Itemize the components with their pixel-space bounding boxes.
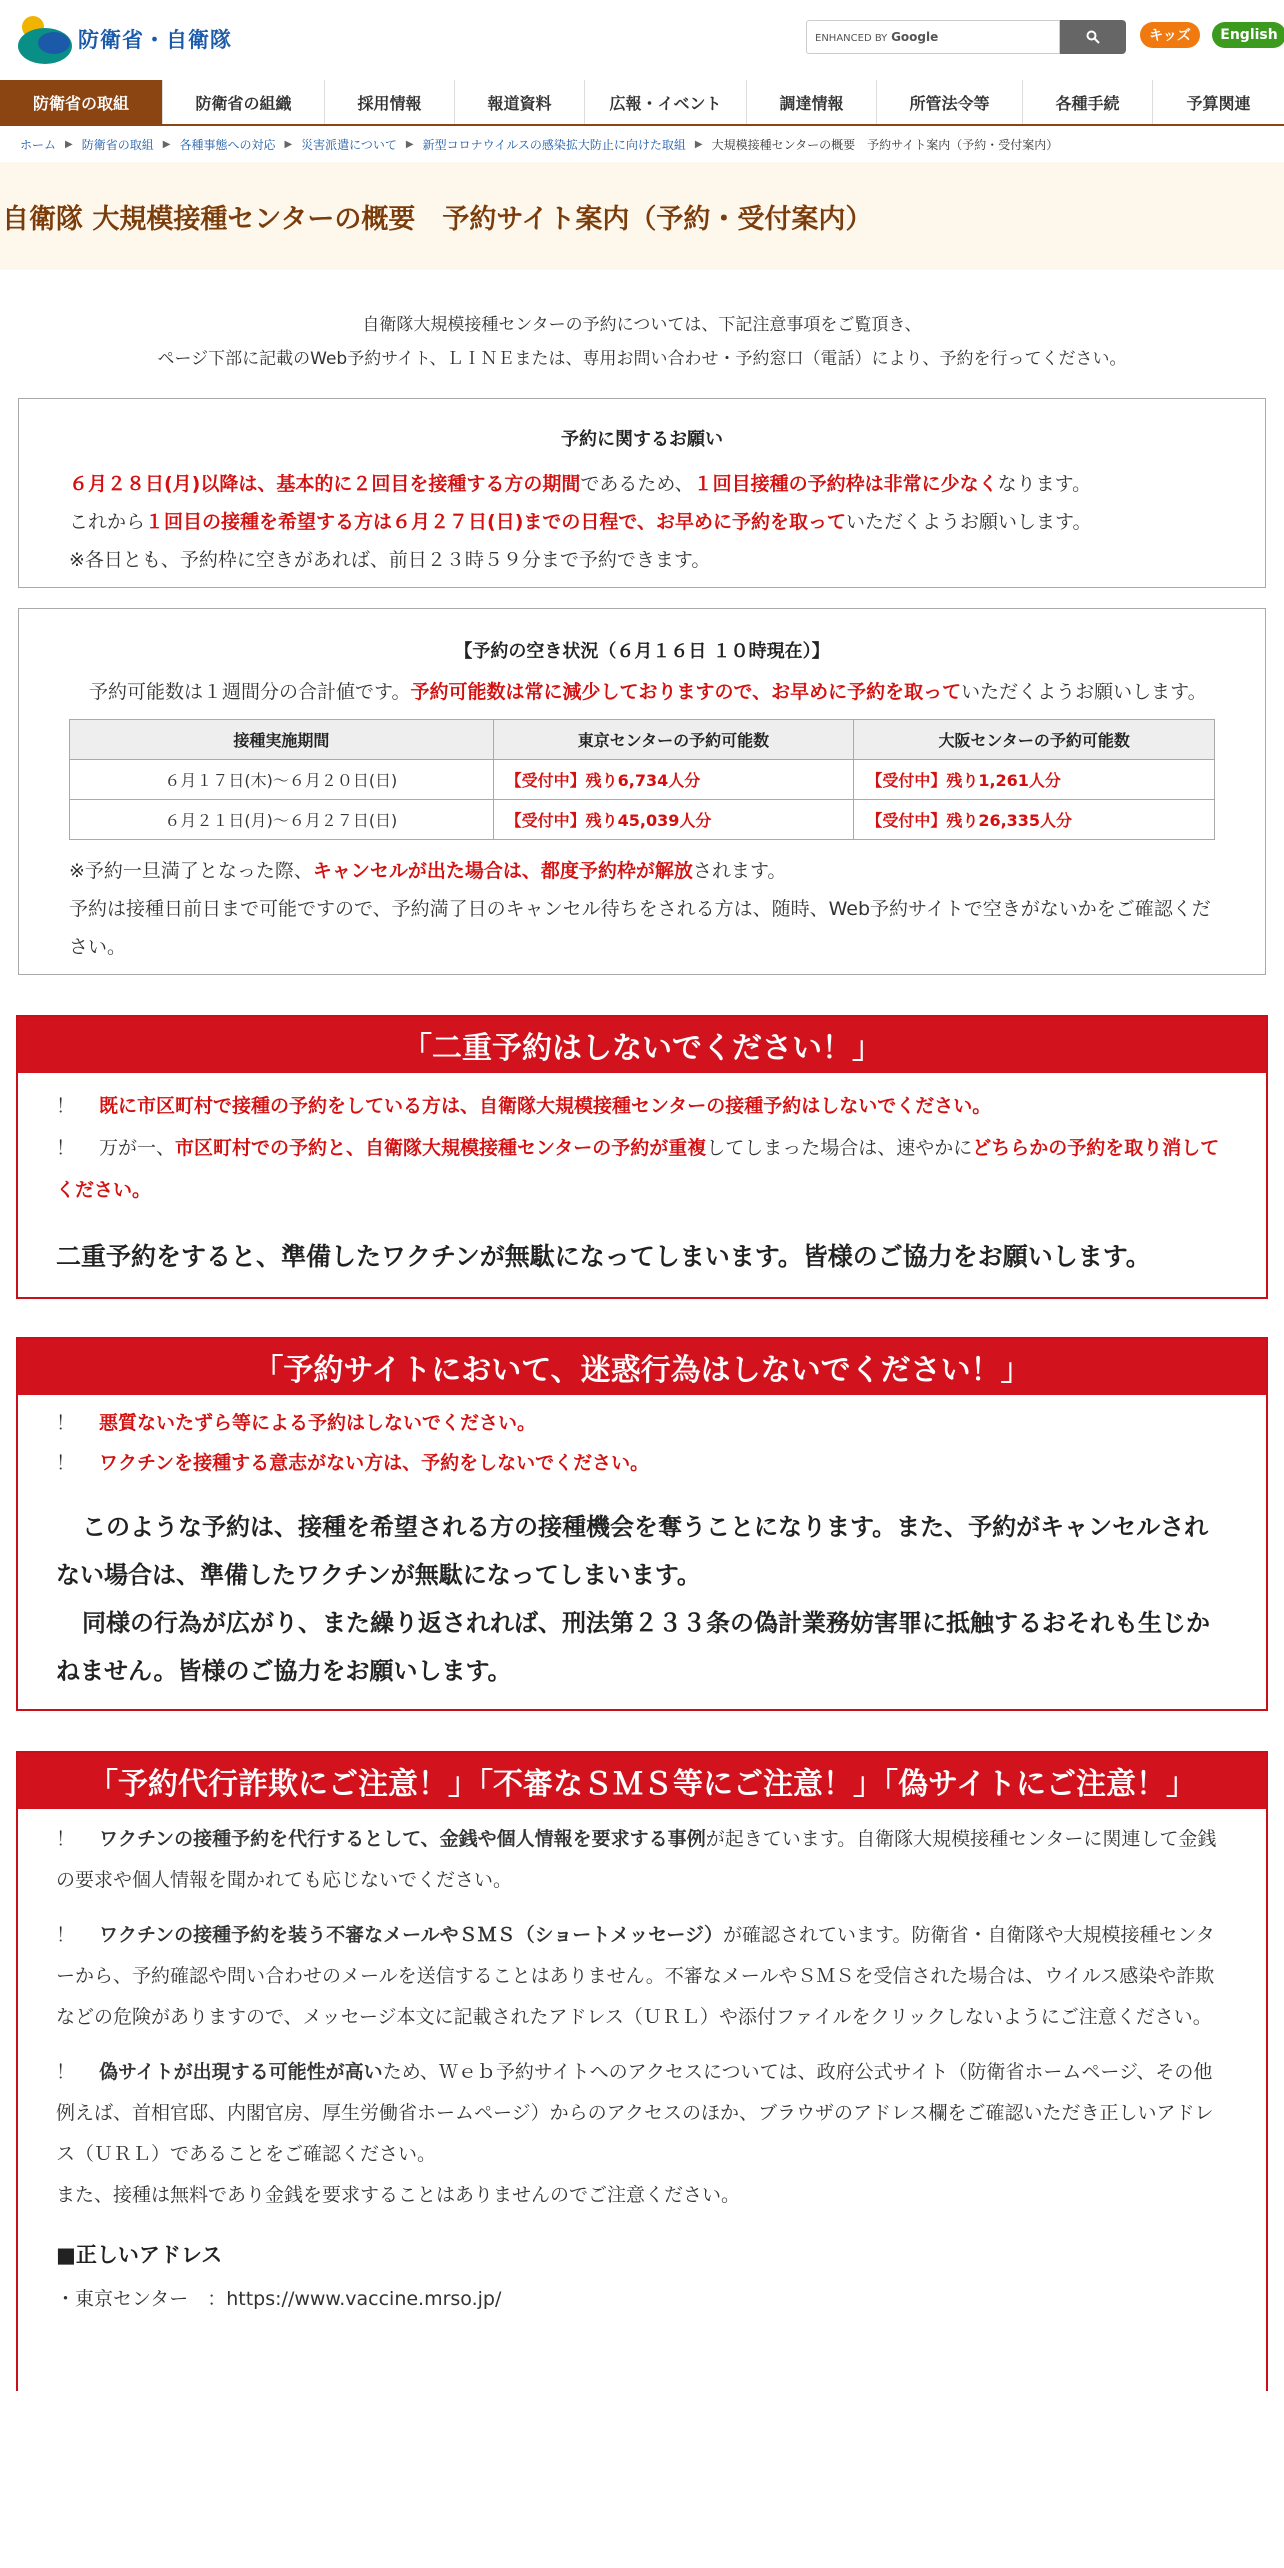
address-heading: ■正しいアドレス bbox=[56, 2243, 223, 2267]
fraud-item3-rest: ため、Ｗｅｂ予約サイトへのアクセスについては、政府公式サイト（防衛省ホームページ、その他例えば、首相官邸、内閣官房、厚生労働省ホームページ）からのアクセスのほか、ブラウザのアドレス欄をご確認いただき正しいアドレス（ＵＲＬ）であることをご確認ください。 bbox=[56, 2061, 1214, 2165]
availability-box bbox=[18, 608, 1266, 975]
ministry-logo-icon bbox=[18, 14, 74, 64]
request-p1-mid: であるため、 bbox=[580, 473, 694, 495]
page-title: 自衛隊 大規模接種センターの概要 予約サイト案内（予約・受付案内） bbox=[2, 203, 873, 235]
table-row bbox=[70, 800, 1215, 840]
request-p2-end: いただくようお願いします。 bbox=[846, 511, 1092, 533]
exclamation-icon: ！ bbox=[56, 1828, 76, 1850]
reservation-request-box bbox=[18, 398, 1266, 588]
nuisance-notice bbox=[16, 1337, 1268, 1711]
site-logo[interactable] bbox=[18, 14, 232, 64]
fraud-item-1 bbox=[56, 1819, 1230, 1901]
exclamation-icon: ！ bbox=[56, 1924, 76, 1946]
table-cell-period: ６月１７日(木)～６月２０日(日) bbox=[70, 760, 494, 800]
exclamation-icon: ！ bbox=[56, 1137, 76, 1159]
exclamation-icon: ！ bbox=[56, 1095, 76, 1117]
double-booking-item2-start: 万が一、 bbox=[99, 1137, 176, 1159]
exclamation-icon: ！ bbox=[56, 2061, 76, 2083]
request-p1-end: なります。 bbox=[997, 473, 1092, 495]
availability-p1-red: 予約可能数は常に減少しておりますので、お早めに予約を取って bbox=[410, 681, 962, 703]
main-nav bbox=[0, 80, 1284, 126]
availability-table bbox=[69, 719, 1215, 840]
intro-line-2: ページ下部に記載のWeb予約サイト、ＬＩＮＥまたは、専用お問い合わせ・予約窓口（電話）により、予約を行ってください。 bbox=[157, 349, 1127, 369]
double-booking-item2-red1: 市区町村での予約と、自衛隊大規模接種センターの予約が重複 bbox=[175, 1137, 707, 1159]
table-header: 大阪センターの予約可能数 bbox=[854, 720, 1215, 760]
fraud-item1-bold: ワクチンの接種予約を代行するとして、金銭や個人情報を要求する事例 bbox=[99, 1828, 706, 1850]
double-booking-item1-text: 既に市区町村で接種の予約をしている方は、自衛隊大規模接種センターの接種予約はしないでください。 bbox=[99, 1095, 992, 1117]
nav-item-procedures[interactable]: 各種手続 bbox=[1023, 80, 1153, 124]
request-paragraph-2 bbox=[69, 503, 1215, 541]
search-icon bbox=[1086, 30, 1100, 44]
table-cell-period: ６月２１日(月)～６月２７日(日) bbox=[70, 800, 494, 840]
chevron-right-icon: ▶ bbox=[284, 138, 293, 150]
table-cell-tokyo: 【受付中】残り45,039人分 bbox=[493, 800, 854, 840]
double-booking-title: 「二重予約はしないでください！」 bbox=[18, 1017, 1266, 1073]
availability-note1-red: キャンセルが出た場合は、都度予約枠が解放 bbox=[312, 860, 693, 882]
nuisance-item2-text: ワクチンを接種する意志がない方は、予約をしないでください。 bbox=[99, 1452, 650, 1474]
double-booking-item2-mid: してしまった場合は、速やかに bbox=[706, 1137, 973, 1159]
availability-note-1 bbox=[69, 852, 1215, 890]
fraud-item2-bold: ワクチンの接種予約を装う不審なメールやＳＭＳ（ショートメッセージ） bbox=[99, 1924, 723, 1946]
availability-intro bbox=[69, 673, 1215, 711]
fraud-item2-rest: が確認されています。防衛省・自衛隊や大規模接種センターから、予約確認や問い合わせのメールを送信することはありません。不審なメールやＳＭＳを受信された場合は、ウイルス感染や詐欺などの危険がありますので、メッセージ本文に記載されたアドレス（ＵＲＬ）や添付ファイルをクリックしないようにご注意ください。 bbox=[56, 1924, 1215, 2028]
search-button[interactable] bbox=[1060, 20, 1126, 54]
table-cell-tokyo: 【受付中】残り6,734人分 bbox=[493, 760, 854, 800]
exclamation-icon: ！ bbox=[56, 1412, 76, 1434]
nuisance-paragraph-1: このような予約は、接種を希望される方の接種機会を奪うことになります。また、予約がキャンセルされない場合は、準備したワクチンが無駄になってしまいます。 bbox=[56, 1513, 1209, 1589]
nav-item-initiatives[interactable]: 防衛省の取組 bbox=[0, 80, 163, 124]
site-search bbox=[806, 20, 1126, 54]
search-label-prefix: ENHANCED BY bbox=[815, 33, 888, 44]
double-booking-notice bbox=[16, 1015, 1268, 1299]
fraud-title: 「予約代行詐欺にご注意！」「不審なＳＭＳ等にご注意！」「偽サイトにご注意！」 bbox=[18, 1753, 1266, 1809]
availability-p1-end: いただくようお願いします。 bbox=[961, 681, 1207, 703]
intro-line-1: 自衛隊大規模接種センターの予約については、下記注意事項をご覧頂き、 bbox=[362, 315, 922, 335]
request-p1-red2: １回目接種の予約枠は非常に少なく bbox=[693, 473, 998, 495]
nuisance-item1-text: 悪質ないたずら等による予約はしないでください。 bbox=[99, 1412, 537, 1434]
table-header: 接種実施期間 bbox=[70, 720, 494, 760]
breadcrumb-emergency[interactable]: 各種事態への対応 bbox=[179, 137, 276, 152]
table-header: 東京センターの予約可能数 bbox=[493, 720, 854, 760]
intro-text bbox=[0, 308, 1284, 376]
nav-item-organization[interactable]: 防衛省の組織 bbox=[163, 80, 325, 124]
search-input[interactable] bbox=[806, 20, 1060, 54]
chevron-right-icon: ▶ bbox=[405, 138, 414, 150]
fraud-item1-rest: が起きています。自衛隊大規模接種センターに関連して金銭の要求や個人情報を聞かれても応じないでください。 bbox=[56, 1828, 1217, 1891]
table-cell-osaka: 【受付中】残り1,261人分 bbox=[854, 760, 1215, 800]
availability-note-2: 予約は接種日前日まで可能ですので、予約満了日のキャンセル待ちをされる方は、随時、Web予約サイトで空きがないかをご確認ください。 bbox=[69, 898, 1211, 958]
request-paragraph-1 bbox=[69, 465, 1215, 503]
availability-note1-end: されます。 bbox=[692, 860, 787, 882]
breadcrumb bbox=[0, 126, 1284, 162]
double-booking-item-2 bbox=[56, 1127, 1230, 1211]
nav-item-recruitment[interactable]: 採用情報 bbox=[325, 80, 455, 124]
double-booking-item-1 bbox=[56, 1085, 1230, 1127]
page-title-band bbox=[0, 162, 1284, 270]
fraud-item-3-extra: また、接種は無料であり金銭を要求することはありませんのでご注意ください。 bbox=[56, 2184, 741, 2206]
chevron-right-icon: ▶ bbox=[694, 138, 703, 150]
request-p2-red: １回目の接種を希望する方は６月２７日(日)までの日程で、お早めに予約を取って bbox=[145, 511, 847, 533]
double-booking-item2-red2: どちらかの予約を取り消してください。 bbox=[56, 1137, 1220, 1201]
site-header bbox=[0, 0, 1284, 80]
breadcrumb-initiatives[interactable]: 防衛省の取組 bbox=[81, 137, 154, 152]
request-p1-red1: ６月２８日(月)以降は、基本的に２回目を接種する方の期間 bbox=[69, 473, 581, 495]
nuisance-title: 「予約サイトにおいて、迷惑行為はしないでください！」 bbox=[18, 1339, 1266, 1395]
breadcrumb-current: 大規模接種センターの概要 予約サイト案内（予約・受付案内） bbox=[711, 137, 1059, 152]
nuisance-item-1 bbox=[56, 1403, 1230, 1443]
nuisance-item-2 bbox=[56, 1443, 1230, 1483]
double-booking-closing: 二重予約をすると、準備したワクチンが無駄になってしまいます。皆様のご協力をお願いします。 bbox=[56, 1242, 1151, 1271]
english-link[interactable]: English bbox=[1212, 22, 1284, 48]
chevron-right-icon: ▶ bbox=[162, 138, 171, 150]
breadcrumb-covid[interactable]: 新型コロナウイルスの感染拡大防止に向けた取組 bbox=[422, 137, 686, 152]
breadcrumb-disaster-dispatch[interactable]: 災害派遣について bbox=[301, 137, 397, 152]
table-header-row bbox=[70, 720, 1215, 760]
table-cell-osaka: 【受付中】残り26,335人分 bbox=[854, 800, 1215, 840]
nav-item-laws[interactable]: 所管法令等 bbox=[877, 80, 1023, 124]
breadcrumb-home[interactable]: ホーム bbox=[20, 137, 57, 152]
fraud-item-2 bbox=[56, 1915, 1230, 2038]
fraud-notice bbox=[16, 1751, 1268, 2391]
availability-note1-start: ※予約一旦満了となった際、 bbox=[69, 860, 313, 882]
nav-item-press[interactable]: 報道資料 bbox=[455, 80, 585, 124]
search-label-brand: Google bbox=[891, 30, 939, 44]
request-heading: 予約に関するお願い bbox=[561, 429, 723, 450]
request-p2-start: これから bbox=[69, 511, 146, 533]
exclamation-icon: ！ bbox=[56, 1452, 76, 1474]
request-paragraph-3: ※各日とも、予約枠に空きがあれば、前日２３時５９分まで予約できます。 bbox=[69, 549, 711, 571]
availability-heading: 【予約の空き状況（６月１６日 １０時現在）】 bbox=[454, 641, 830, 662]
nav-item-budget[interactable]: 予算関連 bbox=[1186, 93, 1251, 113]
nav-item-procurement[interactable]: 調達情報 bbox=[747, 80, 877, 124]
address-line[interactable]: ・東京センター ：https://www.vaccine.mrso.jp/ bbox=[56, 2288, 502, 2310]
nav-item-pr-events[interactable]: 広報・イベント bbox=[585, 80, 747, 124]
nuisance-paragraph-2: 同様の行為が広がり、また繰り返されれば、刑法第２３３条の偽計業務妨害罪に抵触するおそれも生じかねません。皆様のご協力をお願いします。 bbox=[56, 1609, 1210, 1685]
fraud-item3-bold: 偽サイトが出現する可能性が高い bbox=[99, 2061, 383, 2083]
chevron-right-icon: ▶ bbox=[65, 138, 73, 150]
table-row bbox=[70, 760, 1215, 800]
availability-p1-start: 予約可能数は１週間分の合計値です。 bbox=[89, 681, 411, 703]
kids-link[interactable]: キッズ bbox=[1140, 22, 1200, 48]
fraud-item-3 bbox=[56, 2052, 1230, 2175]
logo-text: 防衛省・自衛隊 bbox=[78, 28, 232, 52]
